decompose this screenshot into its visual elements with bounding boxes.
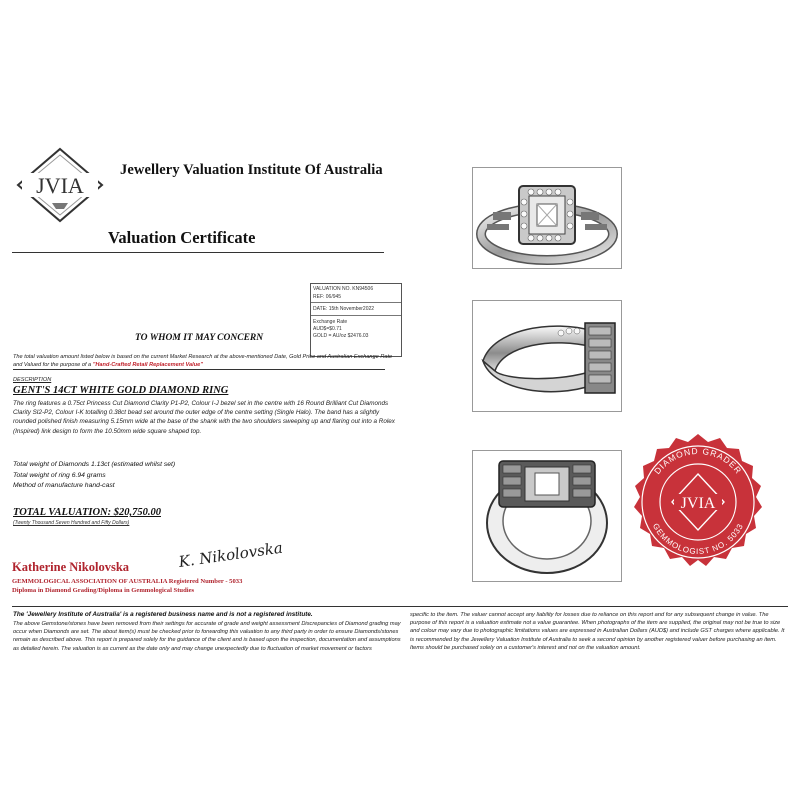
description-label: DESCRIPTION — [13, 377, 52, 383]
footer-disclaimer-right: specific to the item. The valuer cannot accept any liability for losses due to reliance on this report and for any subsequent change in value. The purpose of this report is a valuation estimate not a value guarantee. When photographs of the item are supplied, the original may not be true to size and colour may vary due to photographic limitations values are expressed in Australian Dollars (AUD$) and include GST charges where applicable. It is recommended by the Jewellery Valuation Institute of Australia to seek a second opinion by another registered valuer before purchasing an item. Items should be purchased solely on a customer's interest and not on the valuation amount. — [410, 612, 785, 651]
certificate-title: Valuation Certificate — [108, 228, 256, 247]
item-title: GENT'S 14CT WHITE GOLD DIAMOND RING — [13, 385, 229, 396]
fact-manufacture: Method of manufacture hand-cast — [13, 482, 115, 489]
valuer-name: Katherine Nikolovska — [12, 560, 130, 574]
valuer-association: GEMMOLOGICAL ASSOCIATION OF AUSTRALIA Registered Number - 5033 — [12, 578, 243, 585]
intro-paragraph — [13, 353, 393, 369]
total-valuation: TOTAL VALUATION: $20,750.00 — [13, 507, 161, 518]
total-in-words: (Twenty Thousand Seven Hundred and Fifty Dollars) — [13, 520, 130, 526]
reference-number: REF: 06/945 — [313, 294, 342, 300]
svg-text:JVIA: JVIA — [680, 495, 716, 512]
svg-text:DIAMOND GRADER: DIAMOND GRADER — [652, 445, 744, 477]
exchange-rate: AUD$=$0.71 — [313, 326, 342, 332]
exchange-label: Exchange Rate — [313, 319, 348, 325]
intro-text: The total valuation amount listed below is based on the current Market Research at the above-mentioned Date, Gold Price and Australian Exchange Rate and Valued for the purpose of a — [13, 354, 393, 368]
svg-text:JVIA: JVIA — [36, 173, 84, 198]
ring-photo-top — [472, 450, 622, 582]
title-divider — [12, 252, 384, 253]
footer-disclaimer-left: The above Gemstone/stones have been removed from their settings for accurate of grade and weight assessment Discrepancies of Diamond grading may occur when Diamonds are set. The about item(s) must be checked prior to forwarding this valuation to any third party in order to ensure Diamonds/stones remain as described above. This report is prepared solely for the guidance of the client and is based upon the inspection, documentation and assumptions as detailed herein. The valuation is as current as the date only and may change unexpectedly due to fluctuation of market movement or factors — [13, 621, 401, 652]
valuation-date: DATE: 15th November2022 — [313, 306, 375, 312]
valuation-number: VALUATION NO. KN94506 — [313, 286, 374, 292]
footer-divider — [12, 606, 788, 607]
addressee: TO WHOM IT MAY CONCERN — [135, 333, 264, 343]
valuer-diploma: Diploma in Diamond Grading/Diploma in Gemmological Studies — [12, 587, 195, 594]
box-divider — [311, 302, 401, 303]
institute-name: Jewellery Valuation Institute Of Australia — [120, 162, 383, 178]
ring-photo-side — [472, 300, 622, 412]
item-description: The ring features a 0.75ct Princess Cut Diamond Clarity P1-P2, Colour I-J bezel set in the centre with 16 Round Brilliant Cut Diamonds Clarity SI2-P2, Colour I-K totalling 0.38ct bead set around the outer edge of the centre setting (Single Halo). The band has a slightly rounded polished finish measuring 5.15mm wide at the base of the shank with the two shoulders sweeping up and flaring out into a Rolex (Inspired) link design to form the 10.50mm wide square shaped top. — [13, 400, 395, 435]
jvia-logo — [12, 145, 108, 225]
item-facts — [13, 460, 175, 492]
ring-photo-front — [472, 167, 622, 269]
fact-ring-weight: Total weight of ring 6.94 grams — [13, 471, 106, 479]
gold-price: GOLD = AU/oz $2476.03 — [313, 333, 369, 339]
valuation-purpose: "Hand-Crafted Retail Replacement Value" — [92, 362, 203, 368]
footer-heading: The 'Jewellery Institute of Australia' is a registered business name and is not a registered institute. — [13, 611, 313, 618]
svg-text:GEMMOLOGIST NO. 5033: GEMMOLOGIST NO. 5033 — [650, 521, 746, 557]
valuation-info-box — [310, 283, 402, 357]
handwritten-signature: K. Nikolovska — [177, 538, 284, 571]
diamond-grader-seal — [628, 432, 768, 572]
fact-diamond-weight: Total weight of Diamonds 1.13ct (estimated whilst set) — [13, 461, 176, 468]
box-divider — [311, 315, 401, 316]
description-divider — [13, 369, 385, 370]
